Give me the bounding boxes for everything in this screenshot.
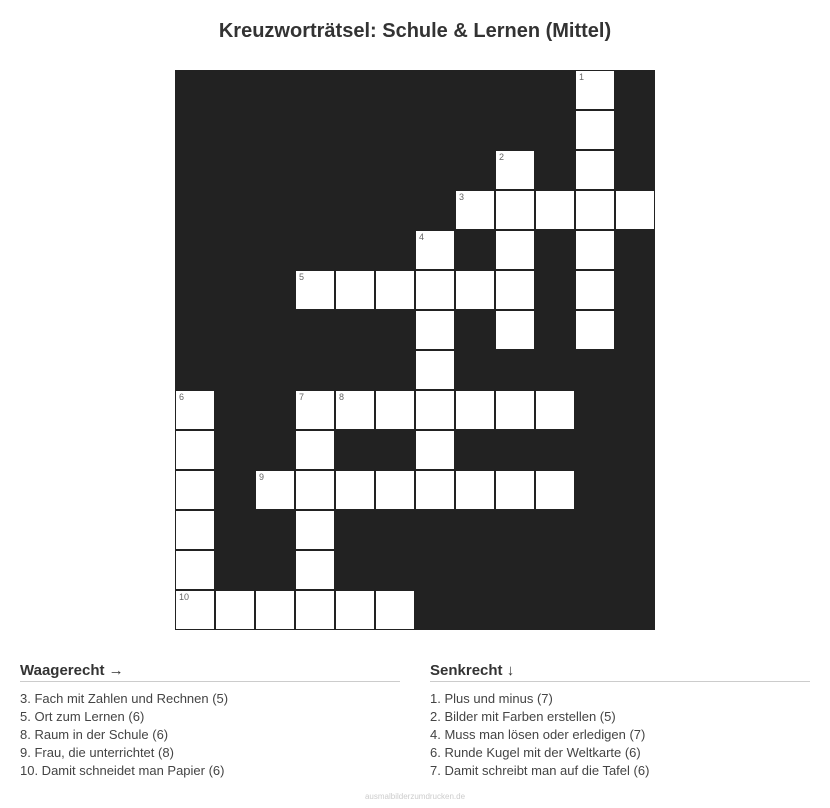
crossword-cell[interactable] bbox=[495, 470, 535, 510]
crossword-cell[interactable] bbox=[175, 390, 215, 430]
across-clue: 9. Frau, die unterrichtet (8) bbox=[20, 745, 174, 760]
crossword-cell[interactable] bbox=[375, 270, 415, 310]
crossword-cell[interactable] bbox=[495, 310, 535, 350]
down-clue: 1. Plus und minus (7) bbox=[430, 691, 553, 706]
crossword-cell[interactable] bbox=[535, 390, 575, 430]
crossword-cell[interactable] bbox=[295, 470, 335, 510]
down-clues bbox=[430, 662, 810, 780]
crossword-cell[interactable] bbox=[455, 190, 495, 230]
crossword-cell[interactable] bbox=[175, 510, 215, 550]
crossword-cell[interactable] bbox=[575, 150, 615, 190]
across-clue: 3. Fach mit Zahlen und Rechnen (5) bbox=[20, 691, 229, 706]
crossword-cell[interactable] bbox=[375, 390, 415, 430]
clue-number: 3 bbox=[459, 192, 465, 202]
crossword-cell[interactable] bbox=[575, 310, 615, 350]
crossword-cell[interactable] bbox=[575, 110, 615, 150]
crossword-cell[interactable] bbox=[375, 590, 415, 630]
clue-number: 10 bbox=[179, 592, 190, 602]
down-heading: Senkrecht ↓ bbox=[430, 662, 810, 682]
across-clue: 5. Ort zum Lernen (6) bbox=[20, 709, 145, 724]
crossword-cell[interactable] bbox=[175, 590, 215, 630]
crossword-cell[interactable] bbox=[455, 470, 495, 510]
crossword-cell[interactable] bbox=[255, 470, 295, 510]
crossword-cell[interactable] bbox=[375, 470, 415, 510]
crossword-cell[interactable] bbox=[175, 430, 215, 470]
crossword-cell[interactable] bbox=[535, 190, 575, 230]
clue-number: 6 bbox=[179, 392, 185, 402]
across-clue-list bbox=[20, 690, 400, 780]
across-heading: Waagerecht → bbox=[20, 662, 400, 682]
crossword-cell[interactable] bbox=[215, 590, 255, 630]
crossword-cell[interactable] bbox=[415, 270, 455, 310]
crossword-cell[interactable] bbox=[415, 390, 455, 430]
crossword-cell[interactable] bbox=[535, 470, 575, 510]
down-clue: 2. Bilder mit Farben erstellen (5) bbox=[430, 709, 616, 724]
across-clue: 8. Raum in der Schule (6) bbox=[20, 727, 169, 742]
crossword-cell[interactable] bbox=[335, 590, 375, 630]
crossword-cell[interactable] bbox=[455, 390, 495, 430]
crossword-cell[interactable] bbox=[495, 270, 535, 310]
crossword-cell[interactable] bbox=[255, 590, 295, 630]
crossword-cell[interactable] bbox=[575, 190, 615, 230]
crossword-cell[interactable] bbox=[615, 190, 655, 230]
crossword-cell[interactable] bbox=[175, 550, 215, 590]
down-clue: 7. Damit schreibt man auf die Tafel (6) bbox=[430, 763, 650, 778]
crossword-cell[interactable] bbox=[495, 230, 535, 270]
crossword-cell[interactable] bbox=[295, 390, 335, 430]
down-clue: 6. Runde Kugel mit der Weltkarte (6) bbox=[430, 745, 641, 760]
crossword-cell[interactable] bbox=[415, 350, 455, 390]
footer-credit: ausmalbilderzumdrucken.de bbox=[364, 792, 466, 801]
crossword-cell[interactable] bbox=[335, 270, 375, 310]
crossword-cell[interactable] bbox=[495, 150, 535, 190]
crossword-cell[interactable] bbox=[335, 390, 375, 430]
clue-number: 8 bbox=[339, 392, 345, 402]
crossword-cell[interactable] bbox=[295, 430, 335, 470]
clue-number: 5 bbox=[299, 272, 305, 282]
across-clues bbox=[20, 662, 400, 780]
crossword-cell[interactable] bbox=[495, 390, 535, 430]
crossword-cell[interactable] bbox=[295, 270, 335, 310]
clue-number: 1 bbox=[579, 72, 585, 82]
crossword-cell[interactable] bbox=[495, 190, 535, 230]
crossword-grid bbox=[175, 70, 655, 630]
crossword-cell[interactable] bbox=[175, 470, 215, 510]
down-clue-list bbox=[430, 690, 810, 780]
crossword-cell[interactable] bbox=[295, 590, 335, 630]
crossword-cell[interactable] bbox=[415, 470, 455, 510]
puzzle-title: Kreuzworträtsel: Schule & Lernen (Mittel) bbox=[218, 20, 612, 42]
clue-number: 2 bbox=[499, 152, 505, 162]
crossword-cell[interactable] bbox=[455, 270, 495, 310]
crossword-cell[interactable] bbox=[295, 510, 335, 550]
crossword-cell[interactable] bbox=[335, 470, 375, 510]
clue-number: 4 bbox=[419, 232, 425, 242]
clue-number: 9 bbox=[259, 472, 265, 482]
clue-number: 7 bbox=[299, 392, 305, 402]
down-clue: 4. Muss man lösen oder erledigen (7) bbox=[430, 727, 646, 742]
crossword-cell[interactable] bbox=[575, 270, 615, 310]
crossword-cell[interactable] bbox=[415, 430, 455, 470]
crossword-cell[interactable] bbox=[575, 230, 615, 270]
crossword-cell[interactable] bbox=[415, 310, 455, 350]
across-clue: 10. Damit schneidet man Papier (6) bbox=[20, 763, 225, 778]
crossword-cell[interactable] bbox=[575, 70, 615, 110]
crossword-cell[interactable] bbox=[295, 550, 335, 590]
crossword-cell[interactable] bbox=[415, 230, 455, 270]
